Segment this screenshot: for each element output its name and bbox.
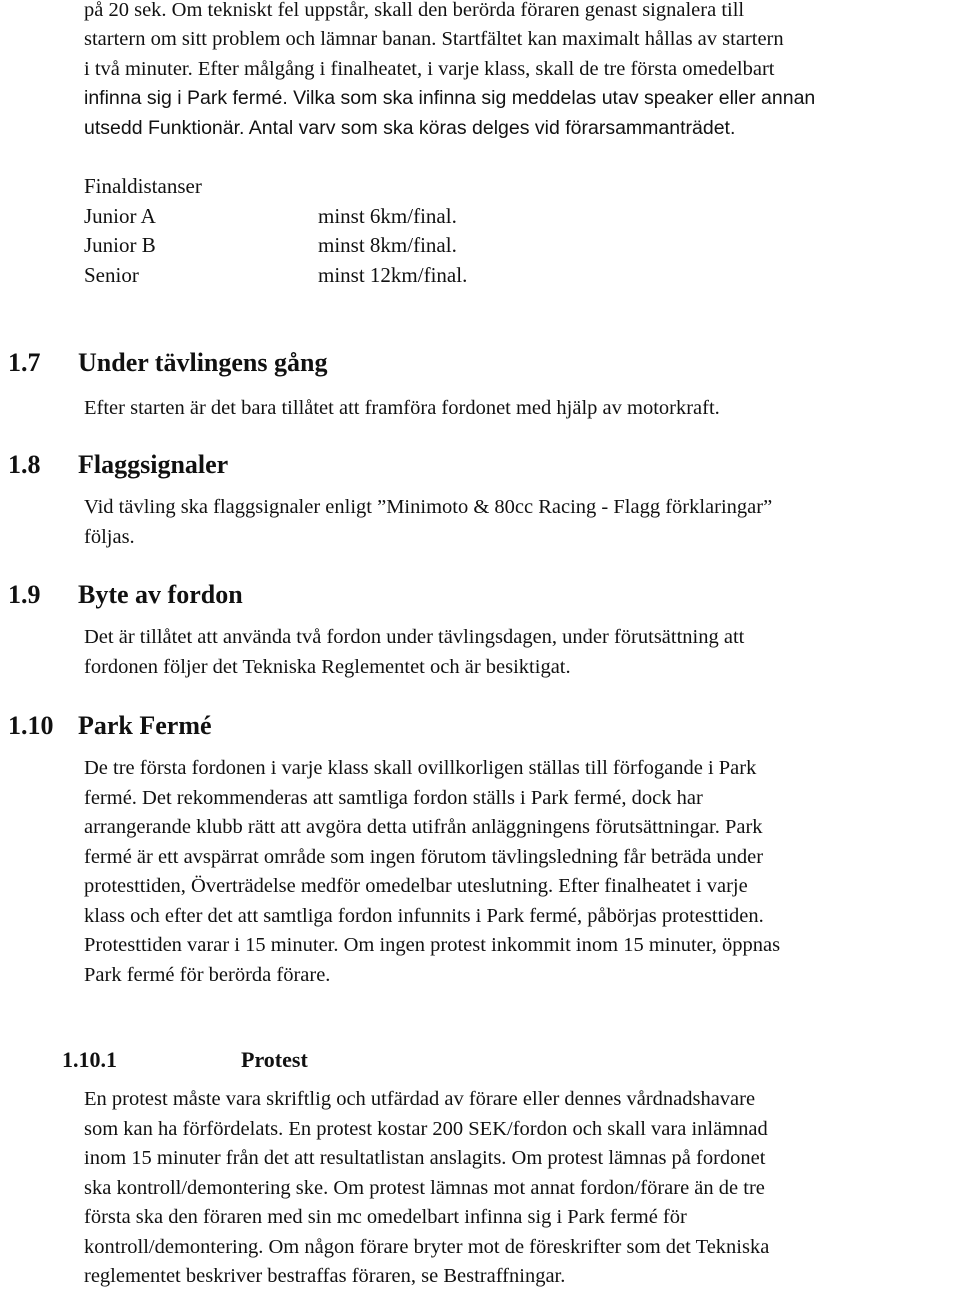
section-1-8-number: 1.8 [8,450,41,479]
distance-class-junior-b: Junior B [84,233,156,257]
section-1-7-body: Efter starten är det bara tillåtet att framföra fordonet med hjälp av motorkraft. [84,397,720,419]
final-distances-heading: Finaldistanser [84,174,202,198]
distance-class-junior-a: Junior A [84,204,156,228]
section-1-10-line: protesttiden, Överträdelse medför omedelbar uteslutning. Efter finalheatet i varje [84,875,748,897]
intro-line-4: infinna sig i Park fermé. Vilka som ska infinna sig meddelas utav speaker eller annan [84,87,816,109]
section-1-10-line: arrangerande klubb rätt att avgöra detta utifrån anläggningens förutsättningar. Park [84,816,763,838]
section-1-10-1-title: Protest [241,1047,308,1072]
section-1-10-number: 1.10 [8,711,54,740]
section-1-10-1-number: 1.10.1 [62,1047,117,1072]
intro-line-1: på 20 sek. Om tekniskt fel uppstår, skall den berörda föraren genast signalera till [84,0,745,21]
section-1-10-line: De tre första fordonen i varje klass skall ovillkorligen ställas till förfogande i Park [84,757,757,779]
section-1-10-1-line: första ska den föraren med sin mc omedelbart infinna sig i Park fermé för [84,1206,687,1228]
section-1-10-1-line: reglementet beskriver bestraffas föraren, se Bestraffningar. [84,1265,566,1287]
section-1-9-line-1: Det är tillåtet att använda två fordon under tävlingsdagen, under förutsättning att [84,626,745,648]
distance-value-junior-a: minst 6km/final. [318,204,457,228]
section-1-8-line-1: Vid tävling ska flaggsignaler enligt ”Minimoto & 80cc Racing - Flagg förklaringar” [84,496,773,518]
section-1-10-line: Protesttiden varar i 15 minuter. Om ingen protest inkommit inom 15 minuter, öppnas [84,934,781,956]
section-1-9-number: 1.9 [8,580,41,609]
section-1-10-1-line: kontroll/demontering. Om någon förare bryter mot de föreskrifter som det Tekniska [84,1236,770,1258]
section-1-8-line-2: följas. [84,526,135,548]
section-1-9-line-2: fordonen följer det Tekniska Reglementet och är besiktigat. [84,656,571,678]
section-1-10-title: Park Fermé [78,711,212,740]
intro-line-5: utsedd Funktionär. Antal varv som ska köras delges vid förarsammanträdet. [84,117,736,139]
section-1-8-title: Flaggsignaler [78,450,229,479]
section-1-10-1-line: En protest måste vara skriftlig och utfärdad av förare eller dennes vårdnadshavare [84,1088,756,1110]
section-1-10-1-line: inom 15 minuter från det att resultatlistan anslagits. Om protest lämnas på fordonet [84,1147,766,1169]
section-1-10-1-line: ska kontroll/demontering ske. Om protest lämnas mot annat fordon/förare än de tre [84,1177,765,1199]
section-1-10-line: Park fermé för berörda förare. [84,964,331,986]
section-1-10-line: klass och efter det att samtliga fordon infunnits i Park fermé, påbörjas protesttiden. [84,905,764,927]
section-1-9-title: Byte av fordon [78,580,243,609]
section-1-7-title: Under tävlingens gång [78,348,328,377]
intro-line-2: startern om sitt problem och lämnar banan. Startfältet kan maximalt hållas av startern [84,28,784,50]
section-1-10-line: fermé. Det rekommenderas att samtliga fordon ställs i Park fermé, dock har [84,787,703,809]
distance-value-senior: minst 12km/final. [318,263,468,287]
section-1-10-1-line: som kan ha förfördelats. En protest kostar 200 SEK/fordon och skall vara inlämnad [84,1118,768,1140]
intro-line-3: i två minuter. Efter målgång i finalheatet, i varje klass, skall de tre första omedelbart [84,58,775,80]
distance-value-junior-b: minst 8km/final. [318,233,457,257]
section-1-10-line: fermé är ett avspärrat område som ingen förutom tävlingsledning får beträda under [84,846,764,868]
section-1-7-number: 1.7 [8,348,41,377]
distance-class-senior: Senior [84,263,139,287]
